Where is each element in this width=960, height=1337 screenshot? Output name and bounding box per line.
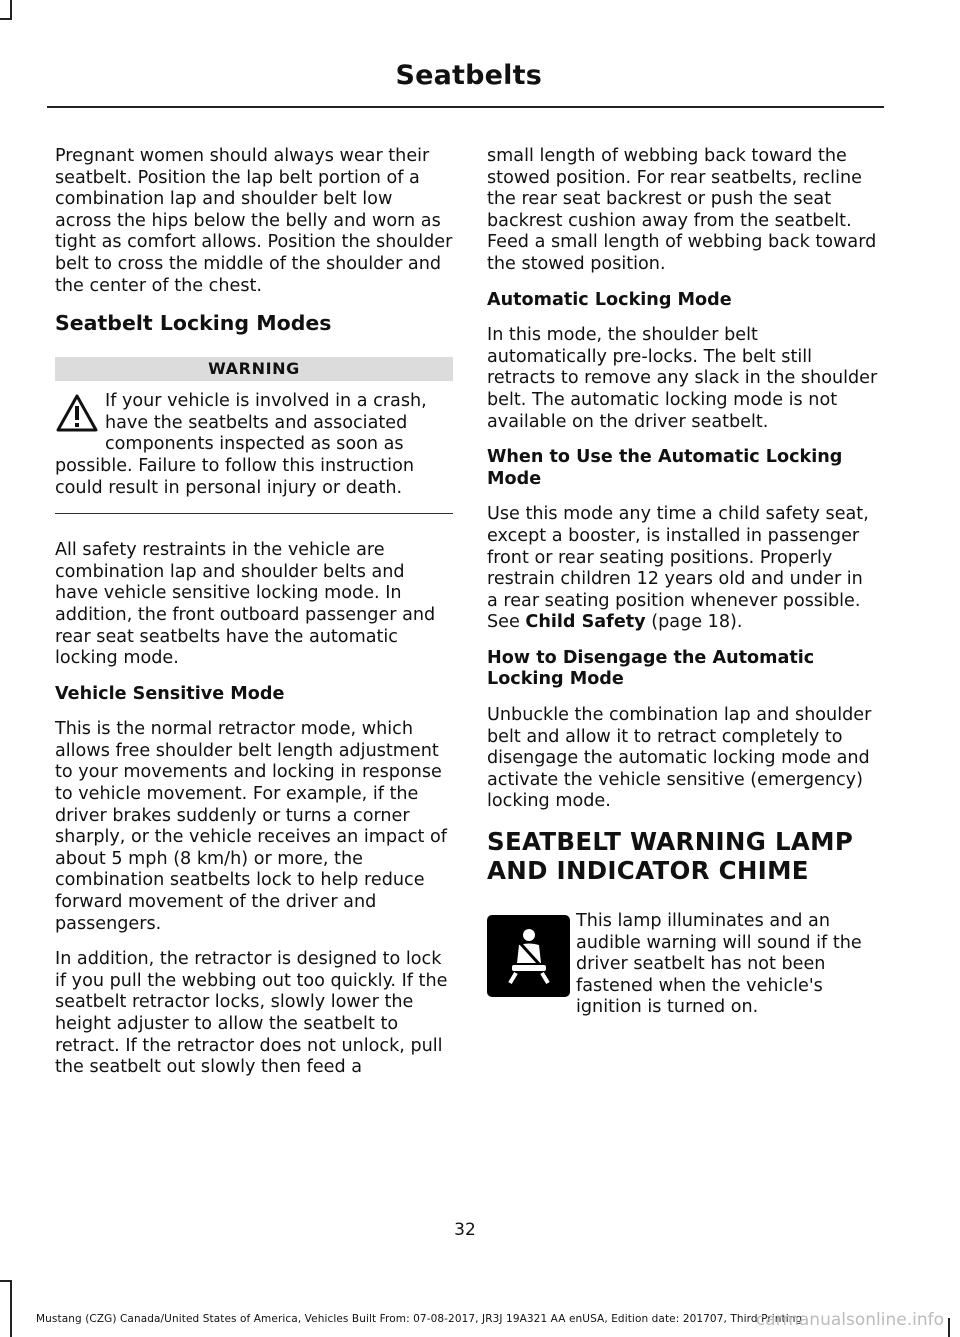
seatbelt-warning-lamp-icon xyxy=(487,915,570,997)
warning-lamp-section xyxy=(487,911,879,1019)
warning-box xyxy=(55,391,453,514)
restraints-paragraph: All safety restraints in the vehicle are combination lap and shoulder belts and have vehicle sensitive locking mode. In addition, the front outboard passenger and rear seat seatbelts have the automatic locking mode. xyxy=(55,540,436,669)
crop-mark-bottom-right xyxy=(948,1318,950,1337)
automatic-locking-paragraph: In this mode, the shoulder belt automatically pre-locks. The belt still retracts to remove any slack in the shoulder belt. The automatic locking mode is not available on the driver seatbelt. xyxy=(487,325,878,432)
warning-lamp-heading-line-1: SEATBELT WARNING LAMP xyxy=(487,827,854,857)
watermark: carmanualsonline.info xyxy=(755,1310,944,1330)
vehicle-sensitive-paragraph-2: In addition, the retractor is designed to lock if you pull the webbing out too quickly. If the seatbelt retractor locks, slowly lower the height adjuster to allow the seatbelt to retract. If the retractor does not unlock, pull the seatbelt out slowly then feed a xyxy=(55,949,448,1078)
right-column xyxy=(487,146,879,1033)
when-to-use-text: Use this mode any time a child safety seat, except a booster, is installed in passenger front or rear seating positions. Properly restrain children 12 years old and under in a rear seating position whenever possible. See xyxy=(487,504,869,633)
when-to-use-paragraph xyxy=(487,504,879,634)
locking-modes-heading: Seatbelt Locking Modes xyxy=(55,311,332,336)
disengage-paragraph: Unbuckle the combination lap and shoulder belt and allow it to retract completely to disengage the automatic locking mode and activate the vehicle sensitive (emergency) locking mode. xyxy=(487,705,872,812)
header-divider xyxy=(47,106,884,108)
warning-text: If your vehicle is involved in a crash, have the seatbelts and associated components inspected as soon as possible. Failure to follow this instruction could result in personal injury or death. xyxy=(55,391,427,498)
continued-paragraph: small length of webbing back toward the stowed position. For rear seatbelts, recline the rear seat backrest or push the seat backrest cushion away from the seatbelt. Feed a small length of webbing back toward the stowed position. xyxy=(487,146,877,274)
warning-lamp-heading-line-2: AND INDICATOR CHIME xyxy=(487,856,809,886)
warning-banner: WARNING xyxy=(55,357,453,381)
automatic-locking-heading: Automatic Locking Mode xyxy=(487,289,732,310)
disengage-heading: How to Disengage the Automatic Locking Mode xyxy=(487,647,815,690)
child-safety-link[interactable]: Child Safety xyxy=(525,612,646,633)
when-to-use-page-ref: (page 18). xyxy=(645,612,743,633)
when-to-use-heading: When to Use the Automatic Locking Mode xyxy=(487,447,843,489)
intro-paragraph: Pregnant women should always wear their seatbelt. Position the lap belt portion of a combination lap and shoulder belt low across the hips below the belly and worn as tight as comfort allows. Position the shoulder belt to cross the middle of the shoulder and the center of the chest. xyxy=(55,146,453,296)
warning-divider xyxy=(55,513,453,514)
page-title: Seatbelts xyxy=(395,60,542,91)
crop-mark-bottom-left-h xyxy=(0,1280,12,1282)
crop-mark-top-left-h xyxy=(0,18,12,20)
warning-lamp-paragraph: This lamp illuminates and an audible warning will sound if the driver seatbelt has not been fastened when the vehicle's ignition is turned on. xyxy=(576,911,862,1018)
footer-text: Mustang (CZG) Canada/United States of America, Vehicles Built From: 07-08-2017, JR3J 19A321 AA enUSA, Edition date: 201707, Third Printing xyxy=(36,1313,803,1325)
left-column xyxy=(55,146,453,1093)
page-number: 32 xyxy=(454,1220,476,1240)
crop-mark-bottom-left xyxy=(10,1280,12,1337)
vehicle-sensitive-paragraph-1: This is the normal retractor mode, which allows free shoulder belt length adjustment to your movements and locking in response to vehicle movement. For example, if the driver brakes suddenly or turns a corner sharply, or the vehicle receives an impact of about 5 mph (8 km/h) or more, the combination seatbelts lock to help reduce forward movement of the driver and passengers. xyxy=(55,719,447,934)
warning-triangle-icon xyxy=(55,393,99,433)
vehicle-sensitive-heading: Vehicle Sensitive Mode xyxy=(55,683,285,704)
crop-mark-top-left xyxy=(10,0,12,18)
warning-lamp-heading xyxy=(487,827,879,885)
